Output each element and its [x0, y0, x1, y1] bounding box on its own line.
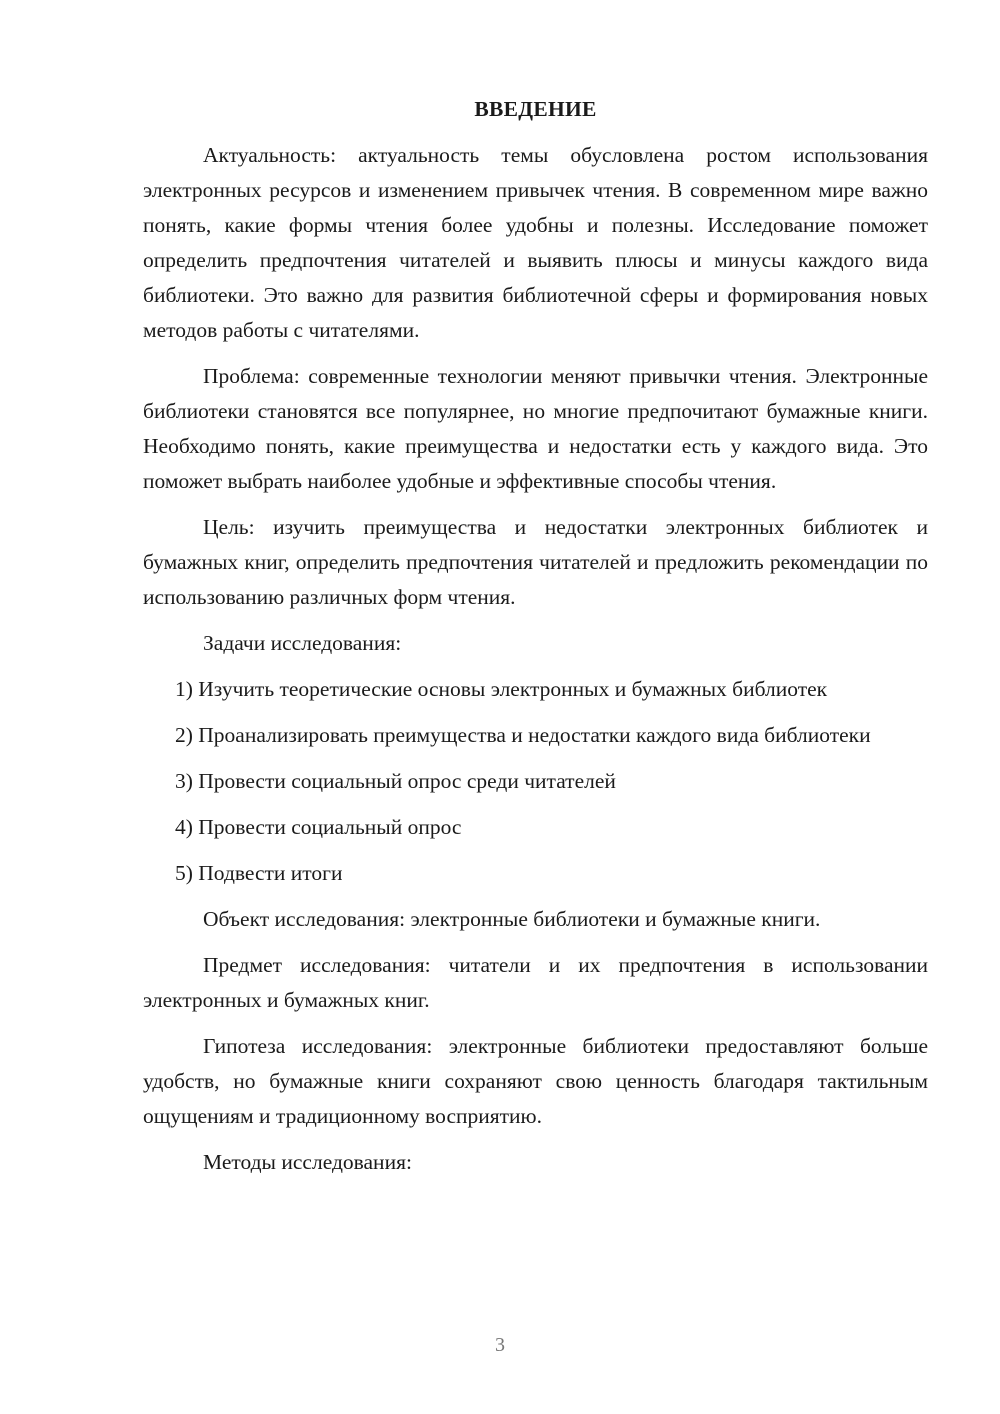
task-item-4: 4) Провести социальный опрос	[175, 815, 462, 839]
paragraph-goal: Цель: изучить преимущества и недостатки электронных библиотек и бумажных книг, определить предпочтения читателей и предложить рекомендации по использованию различных форм чтения.	[143, 515, 928, 609]
task-item-3: 3) Провести социальный опрос среди читателей	[175, 769, 616, 793]
paragraph-relevance: Актуальность: актуальность темы обусловлена ростом использования электронных ресурсов и изменением привычек чтения. В современном мире важно понять, какие формы чтения более удобны и полезны. Исследование поможет определить предпочтения читателей и выявить плюсы и минусы каждого вида библиотеки. Это важно для развития библиотечной сферы и формирования новых методов работы с читателями.	[143, 143, 928, 342]
document-page	[143, 92, 928, 1191]
paragraph-problem: Проблема: современные технологии меняют привычки чтения. Электронные библиотеки становятся все популярнее, но многие предпочитают бумажные книги. Необходимо понять, какие преимущества и недостатки есть у каждого вида. Это поможет выбрать наиболее удобные и эффективные способы чтения.	[143, 364, 928, 493]
task-item-5: 5) Подвести итоги	[175, 861, 343, 885]
paragraph-hypothesis: Гипотеза исследования: электронные библиотеки предоставляют больше удобств, но бумажные книги сохраняют свою ценность благодаря тактильным ощущениям и традиционному восприятию.	[143, 1034, 928, 1128]
paragraph-subject: Предмет исследования: читатели и их предпочтения в использовании электронных и бумажных книг.	[143, 953, 928, 1012]
tasks-heading: Задачи исследования:	[203, 631, 402, 655]
paragraph-methods: Методы исследования:	[203, 1150, 412, 1174]
task-item-1: 1) Изучить теоретические основы электронных и бумажных библиотек	[175, 677, 828, 701]
section-heading: ВВЕДЕНИЕ	[474, 97, 597, 121]
page-number: 3	[495, 1334, 505, 1356]
paragraph-object: Объект исследования: электронные библиотеки и бумажные книги.	[203, 907, 821, 931]
task-item-2: 2) Проанализировать преимущества и недостатки каждого вида библиотеки	[175, 723, 871, 747]
